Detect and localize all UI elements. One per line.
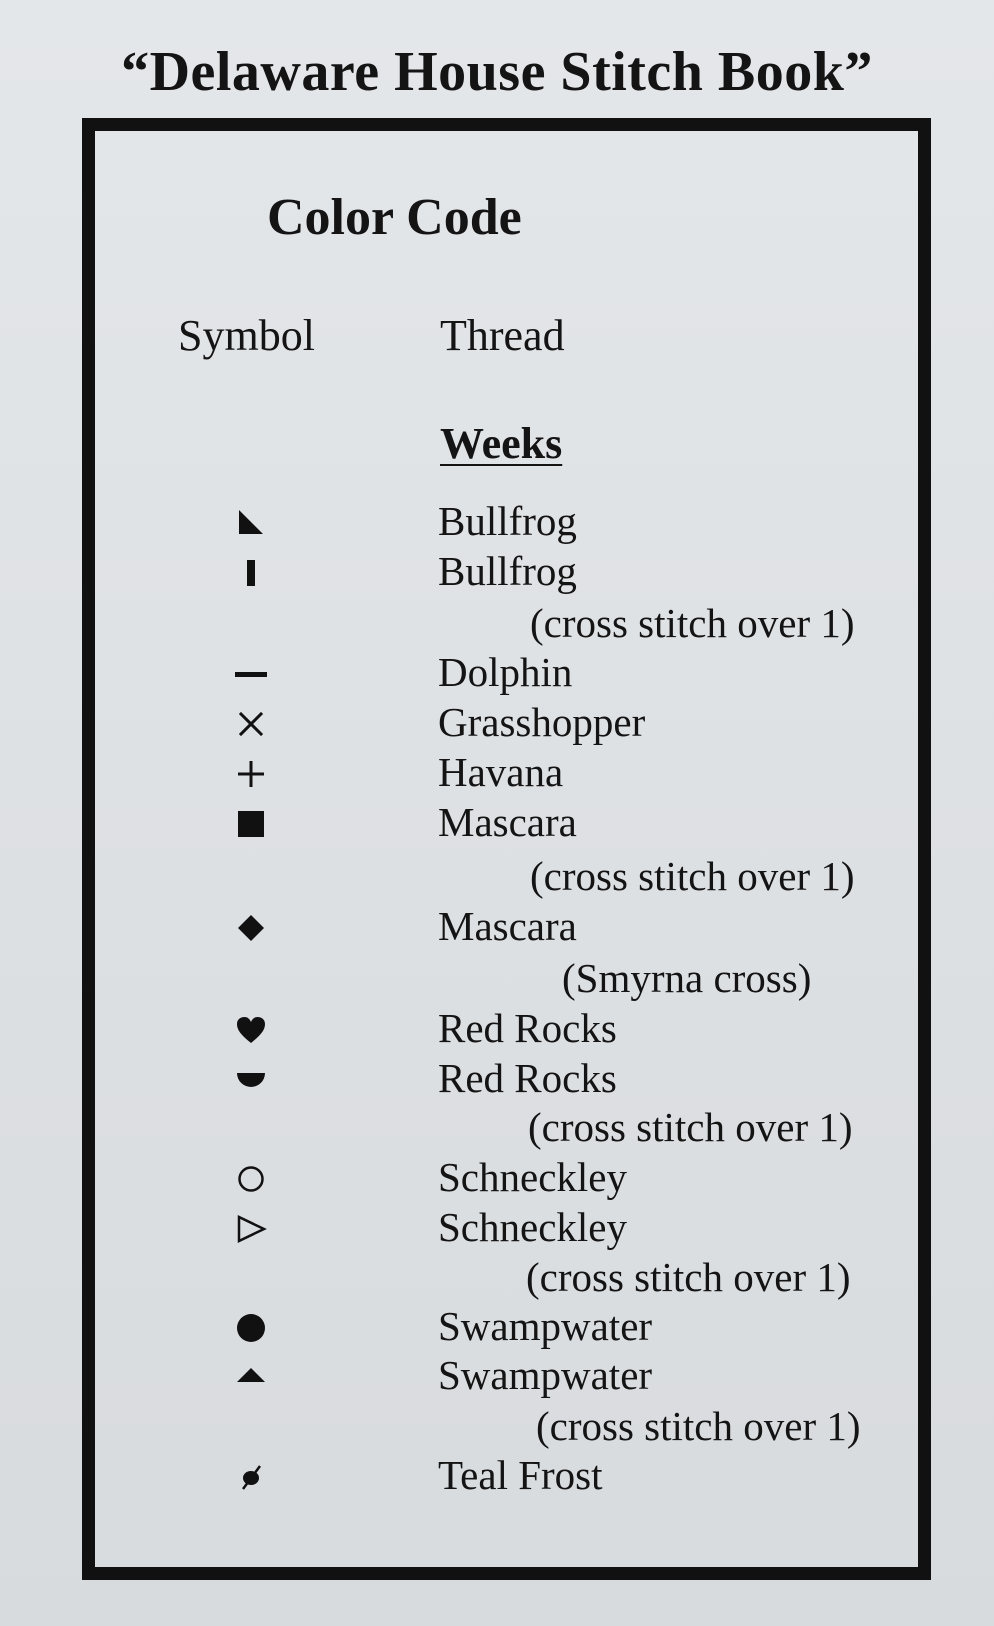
thread-name: Mascara [438,903,577,949]
legend-row [0,902,994,952]
legend-row [0,1004,994,1054]
half-circle-icon [226,1058,276,1102]
thread-name: Red Rocks [438,1005,617,1051]
filled-square-icon [226,802,276,846]
plus-icon [226,752,276,796]
open-triangle-right-icon [226,1207,276,1251]
open-circle-icon [226,1157,276,1201]
legend-row [0,1351,994,1401]
thread-note: (cross stitch over 1) [530,853,855,899]
legend-row-note [0,852,994,902]
legend-row [0,547,994,597]
thread-name: Bullfrog [438,548,577,594]
right-triangle-icon [226,501,276,545]
legend-row [0,1302,994,1352]
book-title: “Delaware House Stitch Book” [121,41,873,103]
legend-row [0,648,994,698]
legend-row [0,1203,994,1253]
thread-note: (cross stitch over 1) [536,1403,861,1449]
legend-row-note [0,954,994,1004]
slashed-dot-icon [226,1455,276,1499]
thread-name: Grasshopper [438,699,646,745]
legend-row-note [0,599,994,649]
heart-icon [226,1008,276,1052]
legend-row-note [0,1402,994,1452]
legend-row [0,748,994,798]
weeks-group-label: Weeks [440,419,563,468]
symbol-column-header: Symbol [178,311,315,360]
thread-name: Schneckley [438,1154,627,1200]
thread-name: Havana [438,749,564,795]
legend-row [0,497,994,547]
cross-x-icon [226,702,276,746]
color-code-heading: Color Code [267,189,522,246]
legend-row [0,698,994,748]
thread-name: Bullfrog [438,498,577,544]
thread-name: Mascara [438,799,577,845]
legend-row-note [0,1253,994,1303]
filled-circle-icon [226,1306,276,1350]
vertical-bar-icon [226,551,276,595]
thread-name: Red Rocks [438,1055,617,1101]
legend-row [0,798,994,848]
thread-note: (Smyrna cross) [562,955,812,1001]
thread-name: Swampwater [438,1303,653,1349]
thread-column-header: Thread [440,311,565,360]
thread-note: (cross stitch over 1) [528,1104,853,1150]
legend-row-note [0,1103,994,1153]
legend-row [0,1451,994,1501]
legend-row [0,1054,994,1104]
filled-diamond-icon [226,906,276,950]
filled-triangle-up-icon [226,1355,276,1399]
thread-name: Swampwater [438,1352,653,1398]
thread-note: (cross stitch over 1) [530,600,855,646]
legend-row [0,1153,994,1203]
thread-name: Teal Frost [438,1452,603,1498]
thread-name: Schneckley [438,1204,627,1250]
thread-note: (cross stitch over 1) [526,1254,851,1300]
horizontal-bar-icon [226,652,276,696]
thread-name: Dolphin [438,649,573,695]
